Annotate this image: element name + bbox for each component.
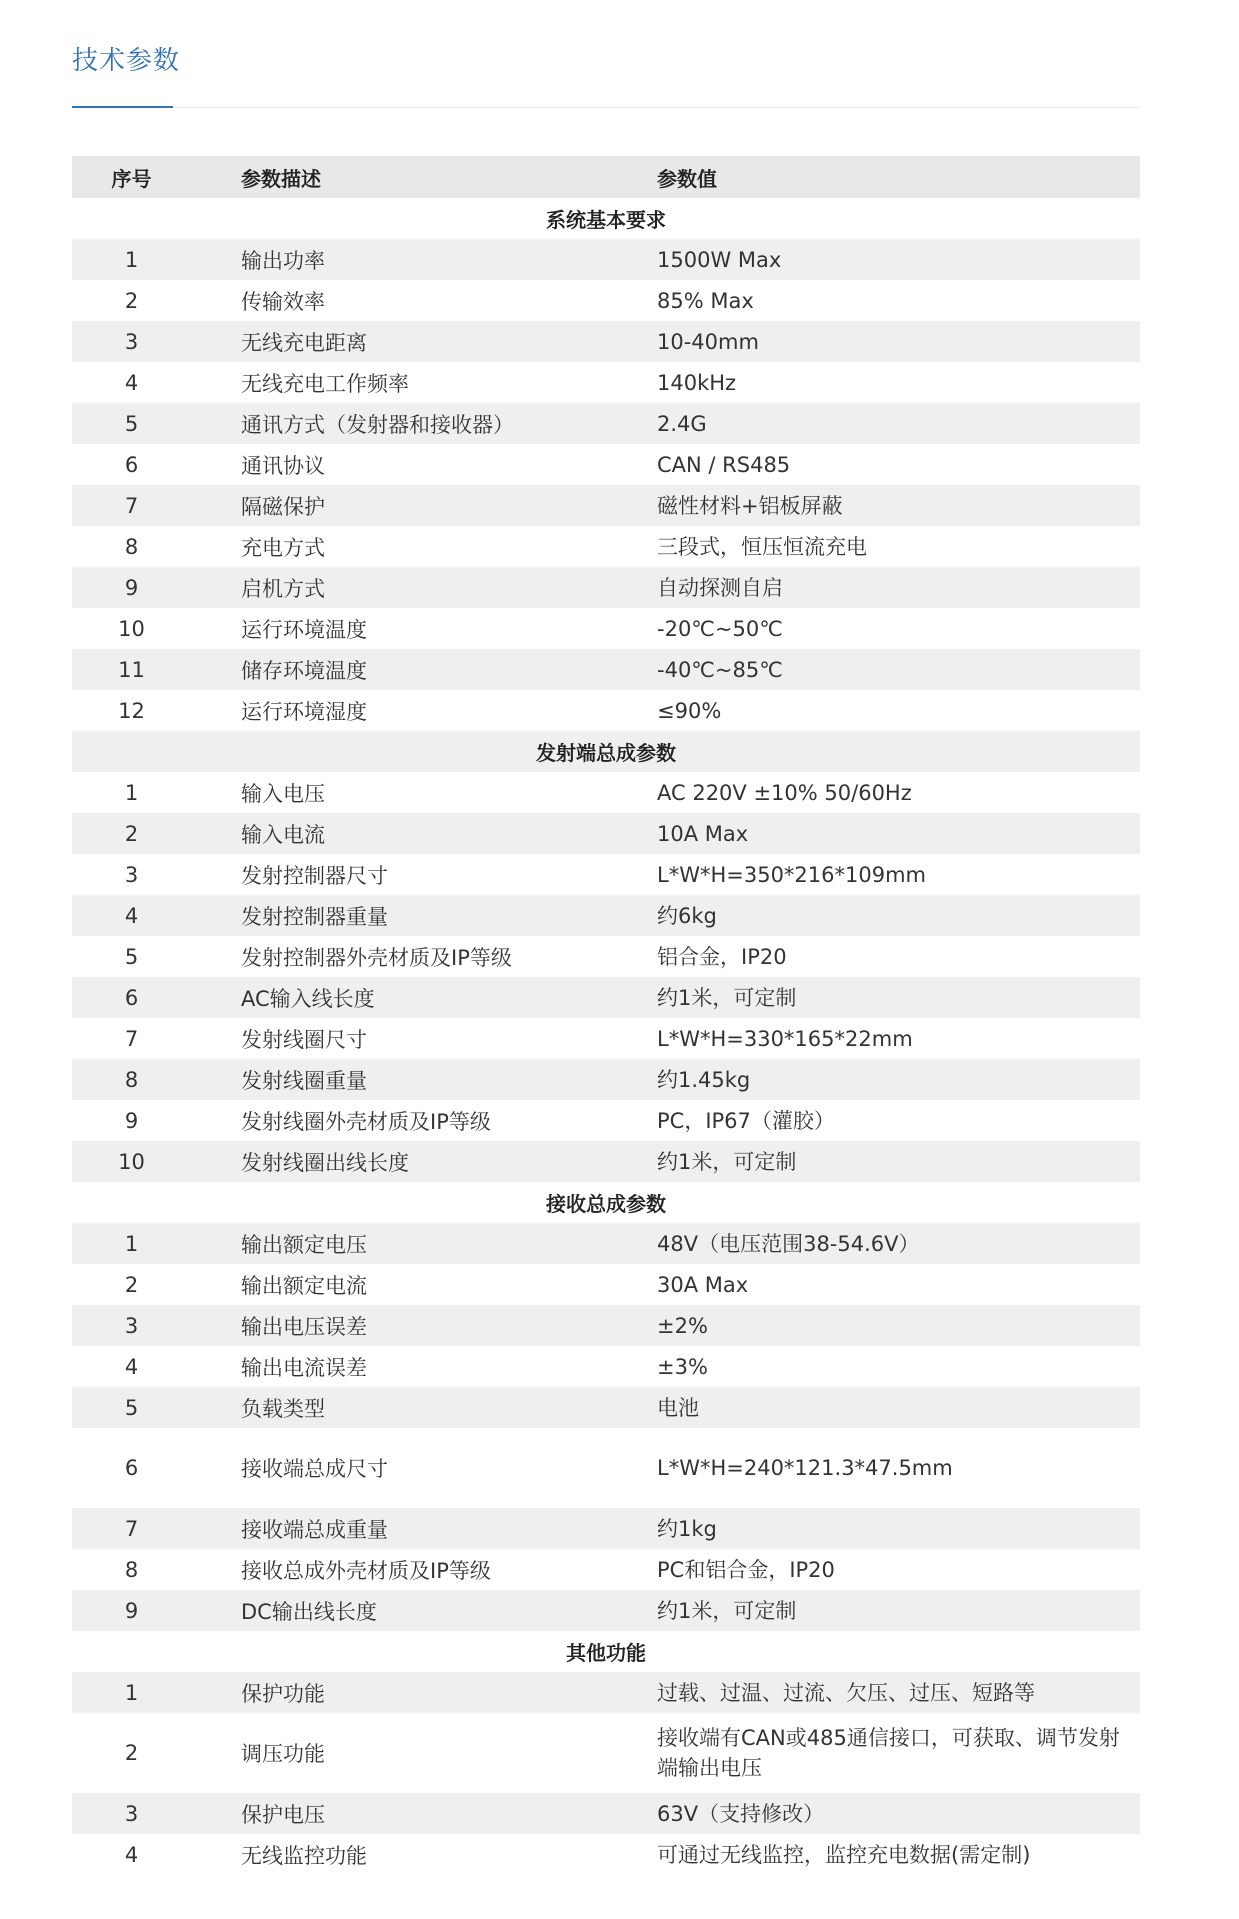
cell-desc: 输入电流 [197, 813, 641, 854]
table-row [72, 1672, 1140, 1713]
cell-desc: 发射线圈尺寸 [197, 1018, 641, 1059]
table-row [72, 936, 1140, 977]
cell-no: 10 [72, 608, 197, 649]
cell-no: 8 [72, 1549, 197, 1590]
cell-no: 10 [72, 1141, 197, 1182]
table-row [72, 813, 1140, 854]
cell-desc: 无线充电距离 [197, 321, 641, 362]
table-row [72, 1100, 1140, 1141]
cell-no: 4 [72, 1346, 197, 1387]
cell-no: 3 [72, 854, 197, 895]
header-desc: 参数描述 [197, 156, 641, 198]
cell-val: PC，IP67（灌胶） [641, 1100, 1140, 1141]
cell-no: 4 [72, 1834, 197, 1875]
table-row [72, 403, 1140, 444]
section-title: 其他功能 [72, 1631, 1140, 1672]
cell-desc: 发射线圈外壳材质及IP等级 [197, 1100, 641, 1141]
cell-desc: 输出电流误差 [197, 1346, 641, 1387]
table-row [72, 362, 1140, 403]
cell-val: 接收端有CAN或485通信接口，可获取、调节发射端输出电压 [641, 1713, 1140, 1793]
cell-desc: 储存环境温度 [197, 649, 641, 690]
cell-no: 5 [72, 403, 197, 444]
cell-val: 磁性材料+铝板屏蔽 [641, 485, 1140, 526]
cell-desc: 发射控制器外壳材质及IP等级 [197, 936, 641, 977]
cell-desc: 无线充电工作频率 [197, 362, 641, 403]
cell-no: 12 [72, 690, 197, 731]
cell-desc: 隔磁保护 [197, 485, 641, 526]
cell-val: 约1米，可定制 [641, 1141, 1140, 1182]
cell-val: 30A Max [641, 1264, 1140, 1305]
table-row [72, 1059, 1140, 1100]
cell-no: 6 [72, 444, 197, 485]
cell-val: 过载、过温、过流、欠压、过压、短路等 [641, 1672, 1140, 1713]
cell-desc: AC输入线长度 [197, 977, 641, 1018]
cell-val: 1500W Max [641, 239, 1140, 280]
title-accent-bar [72, 106, 173, 108]
section-title: 系统基本要求 [72, 198, 1140, 239]
table-row [72, 608, 1140, 649]
table-row [72, 1346, 1140, 1387]
table-row [72, 1305, 1140, 1346]
cell-desc: 接收总成外壳材质及IP等级 [197, 1549, 641, 1590]
cell-desc: 发射控制器重量 [197, 895, 641, 936]
cell-no: 1 [72, 1223, 197, 1264]
table-row [72, 649, 1140, 690]
cell-val: 约1.45kg [641, 1059, 1140, 1100]
cell-desc: 通讯协议 [197, 444, 641, 485]
section-header-row [72, 731, 1140, 772]
table-row [72, 1141, 1140, 1182]
cell-no: 5 [72, 936, 197, 977]
cell-no: 3 [72, 1793, 197, 1834]
spec-table-body [72, 198, 1140, 1875]
cell-val: L*W*H=240*121.3*47.5mm [641, 1428, 1140, 1508]
header-no: 序号 [72, 156, 197, 198]
cell-val: 铝合金，IP20 [641, 936, 1140, 977]
cell-desc: DC输出线长度 [197, 1590, 641, 1631]
table-row [72, 977, 1140, 1018]
cell-desc: 输出额定电流 [197, 1264, 641, 1305]
cell-no: 7 [72, 1018, 197, 1059]
cell-val: 自动探测自启 [641, 567, 1140, 608]
cell-val: 10A Max [641, 813, 1140, 854]
cell-no: 8 [72, 526, 197, 567]
section-header-row [72, 198, 1140, 239]
table-row [72, 485, 1140, 526]
cell-val: L*W*H=330*165*22mm [641, 1018, 1140, 1059]
cell-desc: 保护电压 [197, 1793, 641, 1834]
table-row [72, 1428, 1140, 1508]
table-row [72, 854, 1140, 895]
cell-val: 140kHz [641, 362, 1140, 403]
cell-no: 11 [72, 649, 197, 690]
cell-desc: 发射线圈重量 [197, 1059, 641, 1100]
cell-no: 8 [72, 1059, 197, 1100]
cell-desc: 调压功能 [197, 1713, 641, 1793]
cell-no: 7 [72, 485, 197, 526]
cell-no: 4 [72, 895, 197, 936]
cell-desc: 输出电压误差 [197, 1305, 641, 1346]
table-row [72, 895, 1140, 936]
cell-val: 85% Max [641, 280, 1140, 321]
title-divider [72, 107, 1140, 108]
table-row [72, 1387, 1140, 1428]
cell-no: 6 [72, 1428, 197, 1508]
cell-no: 3 [72, 321, 197, 362]
cell-no: 2 [72, 280, 197, 321]
cell-no: 9 [72, 567, 197, 608]
cell-desc: 接收端总成重量 [197, 1508, 641, 1549]
cell-desc: 通讯方式（发射器和接收器） [197, 403, 641, 444]
cell-desc: 启机方式 [197, 567, 641, 608]
cell-val: 约1米，可定制 [641, 1590, 1140, 1631]
table-row [72, 239, 1140, 280]
cell-val: PC和铝合金，IP20 [641, 1549, 1140, 1590]
cell-val: 63V（支持修改） [641, 1793, 1140, 1834]
cell-no: 9 [72, 1590, 197, 1631]
table-row [72, 1713, 1140, 1793]
cell-val: ≤90% [641, 690, 1140, 731]
table-row [72, 1264, 1140, 1305]
page-title: 技术参数 [72, 46, 181, 76]
cell-no: 2 [72, 1264, 197, 1305]
cell-desc: 输入电压 [197, 772, 641, 813]
section-title: 接收总成参数 [72, 1182, 1140, 1223]
table-row [72, 567, 1140, 608]
cell-val: 约6kg [641, 895, 1140, 936]
cell-no: 2 [72, 813, 197, 854]
cell-val: CAN / RS485 [641, 444, 1140, 485]
cell-no: 9 [72, 1100, 197, 1141]
cell-desc: 输出额定电压 [197, 1223, 641, 1264]
cell-no: 1 [72, 772, 197, 813]
cell-val: ±3% [641, 1346, 1140, 1387]
table-row [72, 1018, 1140, 1059]
cell-val: 可通过无线监控，监控充电数据(需定制) [641, 1834, 1140, 1875]
table-row [72, 1508, 1140, 1549]
table-row [72, 1590, 1140, 1631]
table-row [72, 280, 1140, 321]
cell-no: 6 [72, 977, 197, 1018]
cell-desc: 输出功率 [197, 239, 641, 280]
table-row [72, 444, 1140, 485]
table-row [72, 1223, 1140, 1264]
cell-no: 1 [72, 1672, 197, 1713]
cell-val: -40℃~85℃ [641, 649, 1140, 690]
cell-val: -20℃~50℃ [641, 608, 1140, 649]
cell-no: 3 [72, 1305, 197, 1346]
table-header-row [72, 156, 1140, 198]
cell-val: 约1kg [641, 1508, 1140, 1549]
cell-desc: 发射控制器尺寸 [197, 854, 641, 895]
cell-val: ±2% [641, 1305, 1140, 1346]
cell-val: 约1米，可定制 [641, 977, 1140, 1018]
header-val: 参数值 [641, 156, 1140, 198]
cell-val: 2.4G [641, 403, 1140, 444]
table-row [72, 772, 1140, 813]
cell-no: 7 [72, 1508, 197, 1549]
table-row [72, 526, 1140, 567]
cell-val: 三段式，恒压恒流充电 [641, 526, 1140, 567]
cell-desc: 无线监控功能 [197, 1834, 641, 1875]
cell-desc: 负载类型 [197, 1387, 641, 1428]
cell-no: 1 [72, 239, 197, 280]
cell-val: L*W*H=350*216*109mm [641, 854, 1140, 895]
cell-val: 电池 [641, 1387, 1140, 1428]
cell-val: 48V（电压范围38-54.6V） [641, 1223, 1140, 1264]
section-header-row [72, 1631, 1140, 1672]
section-header-row [72, 1182, 1140, 1223]
cell-val: AC 220V ±10% 50/60Hz [641, 772, 1140, 813]
table-row [72, 1549, 1140, 1590]
table-row [72, 1834, 1140, 1875]
cell-no: 2 [72, 1713, 197, 1793]
cell-desc: 发射线圈出线长度 [197, 1141, 641, 1182]
section-title: 发射端总成参数 [72, 731, 1140, 772]
table-row [72, 321, 1140, 362]
table-row [72, 690, 1140, 731]
cell-desc: 运行环境湿度 [197, 690, 641, 731]
cell-no: 5 [72, 1387, 197, 1428]
cell-no: 4 [72, 362, 197, 403]
cell-desc: 运行环境温度 [197, 608, 641, 649]
cell-desc: 保护功能 [197, 1672, 641, 1713]
table-row [72, 1793, 1140, 1834]
spec-table [72, 156, 1140, 1875]
cell-val: 10-40mm [641, 321, 1140, 362]
cell-desc: 传输效率 [197, 280, 641, 321]
cell-desc: 充电方式 [197, 526, 641, 567]
cell-desc: 接收端总成尺寸 [197, 1428, 641, 1508]
